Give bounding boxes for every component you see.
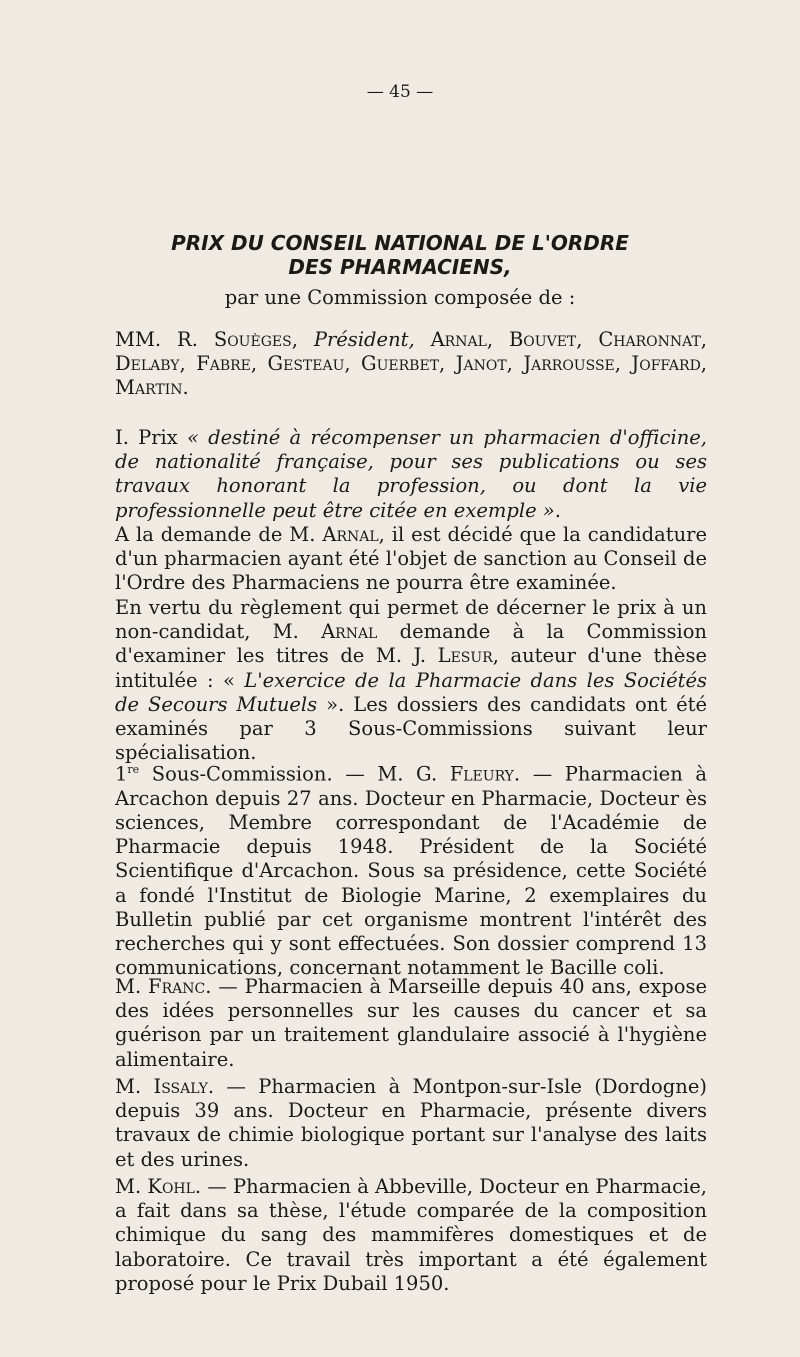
title-line-1: PRIX DU CONSEIL NATIONAL DE L'ORDRE bbox=[171, 231, 629, 255]
thesis-title: L'exercice de la Pharmacie dans les Sociétés de Secours Mutuels bbox=[115, 668, 707, 716]
paragraph-issaly: M. Issaly. — Pharmacien à Montpon-sur-Isle (Dordogne) depuis 39 ans. Docteur en Pharmacie, présente divers travaux de chimie biologique portant sur l'analyse des laits et des urines. bbox=[115, 1075, 707, 1171]
page-title bbox=[0, 231, 800, 279]
members-paragraph: MM. R. Souèges, Président, Arnal, Bouvet, Charonnat, Delaby, Fabre, Gesteau, Guerbet, Janot, Jarrousse, Joffard, Martin. bbox=[115, 328, 708, 400]
president-title: Président, bbox=[313, 328, 415, 351]
paragraph-lesur: En vertu du règlement qui permet de décerner le prix à un non-candidat, M. Arnal demande à la Commission d'examiner les titres de M. J. Lesur, auteur d'une thèse intitulée : « L'exercice de la Pharmacie dans les Sociétés de Secours Mutuels ». Les dossiers des candidats ont été examinés par 3 Sous-Commissions suivant leur spécialisation. bbox=[115, 596, 707, 765]
title-line-2: DES PHARMACIENS, bbox=[288, 255, 512, 279]
paragraph-arnal-request: A la demande de M. Arnal, il est décidé que la candidature d'un pharmacien ayant été l'objet de sanction au Conseil de l'Ordre des Pharmaciens ne pourra être examinée. bbox=[115, 523, 707, 595]
paragraph-franc: M. Franc. — Pharmacien à Marseille depuis 40 ans, expose des idées personnelles sur les causes du cancer et sa guérison par un traitement glandulaire associé à l'hygiène alimentaire. bbox=[115, 975, 707, 1071]
page-number: — 45 — bbox=[366, 82, 434, 102]
president-name: Souèges, bbox=[213, 328, 298, 351]
prize-label: I. Prix bbox=[115, 426, 178, 449]
prize-paragraph bbox=[115, 426, 707, 523]
members-list: Arnal, Bouvet, Charonnat, Delaby, Fabre, Gesteau, Guerbet, Janot, Jarrousse, Joffard, Martin. bbox=[115, 328, 708, 400]
paragraph-kohl: M. Kohl. — Pharmacien à Abbeville, Docteur en Pharmacie, a fait dans sa thèse, l'étude comparée de la composition chimique du sang des mammifères domestiques et de laboratoire. Ce travail très important a été également proposé pour le Prix Dubail 1950. bbox=[115, 1175, 707, 1295]
prize-description: « destiné à récompenser un pharmacien d'officine, de nationalité française, pour ses publications ou ses travaux honorant la profession, ou dont la vie professionnelle peut être citée en exemple ». bbox=[115, 426, 707, 522]
paragraph-fleury: 1re Sous-Commission. — M. G. Fleury. — Pharmacien à Arcachon depuis 27 ans. Docteur en Pharmacie, Docteur ès sciences, Membre correspondant de l'Académie de Pharmacie depuis 1948. Président de la Société Scientifique d'Arcachon. Sous sa présidence, cette Société a fondé l'Institut de Biologie Marine, 2 exemplaires du Bulletin publié par cet organisme montrent l'intérêt des recherches qui y sont effectuées. Son dossier comprend 13 communications, concernant notamment le Bacille coli. bbox=[115, 762, 707, 980]
commission-intro: par une Commission composée de : bbox=[224, 286, 576, 309]
